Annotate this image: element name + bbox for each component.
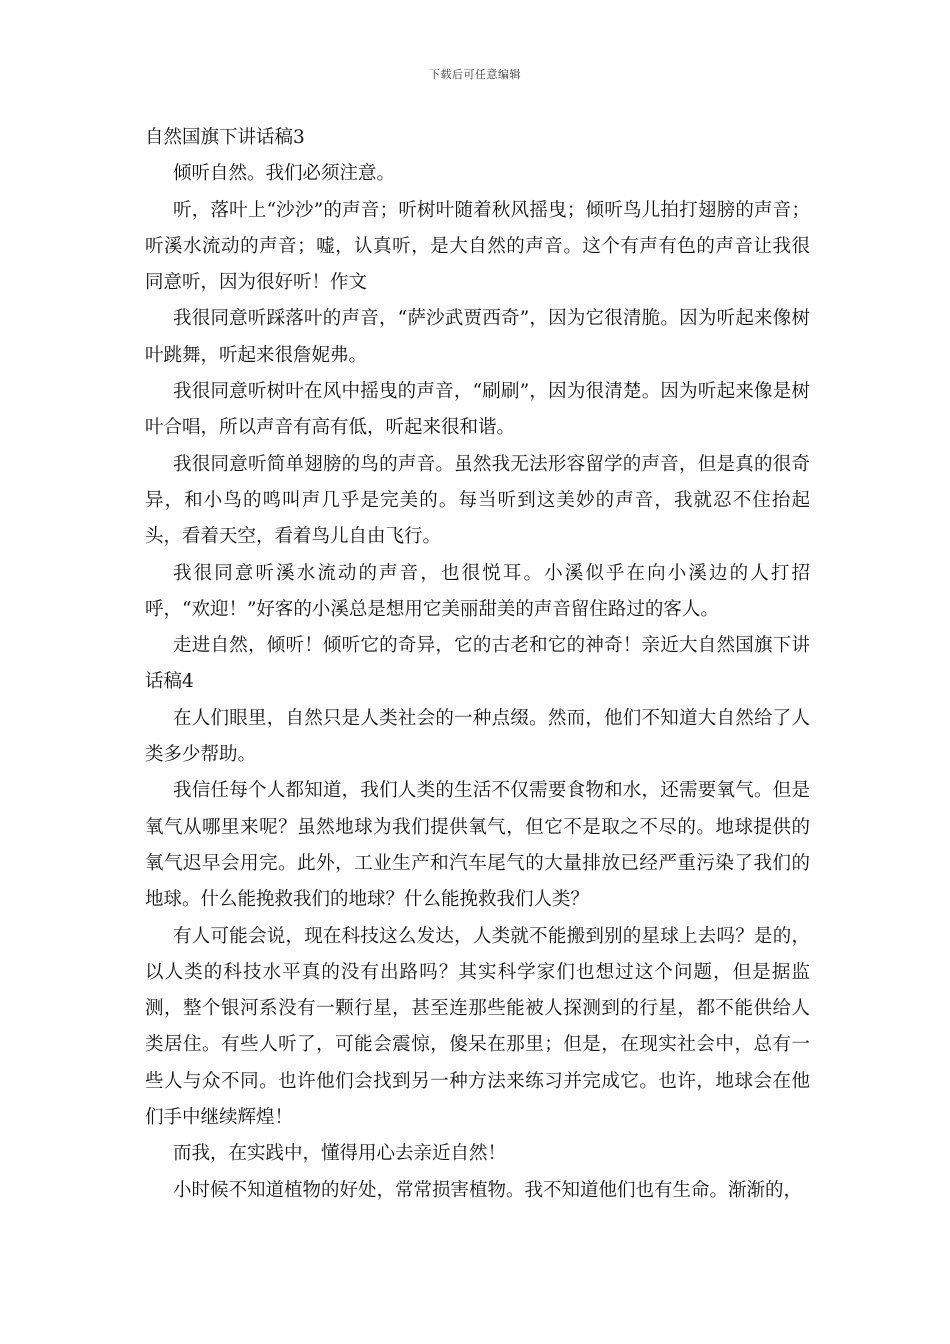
paragraph: 听，落叶上“沙沙”的声音；听树叶随着秋风摇曳；倾听鸟儿拍打翅膀的声音；听溪水流动的声音；嘘，认真听，是大自然的声音。这个有声有色的声音让我很同意听，因为很好听！作文 — [145, 199, 810, 294]
paragraph: 我信任每个人都知道，我们人类的生活不仅需要食物和水，还需要氧气。但是氧气从哪里来呢？虽然地球为我们提供氧气，但它不是取之不尽的。地球提供的氧气迟早会用完。此外，工业生产和汽车尾气的大量排放已经严重污染了我们的地球。什么能挽救我们的地球？什么能挽救我们人类？ — [145, 780, 810, 911]
paragraph: 有人可能会说，现在科技这么发达，人类就不能搬到别的星球上去吗？是的，以人类的科技水平真的没有出路吗？其实科学家们也想过这个问题，但是据监测，整个银河系没有一颗行星，甚至连那些能被人探测到的行星，都不能供给人类居住。有些人听了，可能会震惊，傻呆在那里；但是，在现实社会中，总有一些人与众不同。也许他们会找到另一种方法来练习并完成它。也许，地球会在他们手中继续辉煌！ — [145, 925, 810, 1129]
header-note: 下载后可任意编辑 — [429, 68, 521, 81]
paragraph: 我很同意听树叶在风中摇曳的声音，“刷刷”，因为很清楚。因为听起来像是树叶合唱，所以声音有高有低，听起来很和谐。 — [145, 381, 810, 439]
document-body — [145, 120, 810, 1209]
paragraph: 倾听自然。我们必须注意。 — [173, 163, 396, 185]
paragraph: 小时候不知道植物的好处，常常损害植物。我不知道他们也有生命。渐渐的， — [173, 1179, 803, 1201]
paragraph: 我很同意听溪水流动的声音，也很悦耳。小溪似乎在向小溪边的人打招呼，“欢迎！”好客的小溪总是想用它美丽甜美的声音留住路过的客人。 — [145, 562, 810, 620]
paragraph: 我很同意听踩落叶的声音，“萨沙武贾西奇”，因为它很清脆。因为听起来像树叶跳舞，听起来很詹妮弗。 — [145, 308, 810, 366]
paragraph: 在人们眼里，自然只是人类社会的一种点缀。然而，他们不知道大自然给了人类多少帮助。 — [145, 707, 810, 766]
paragraph: 而我，在实践中，懂得用心去亲近自然！ — [173, 1143, 507, 1165]
paragraph: 走进自然，倾听！倾听它的奇异，它的古老和它的神奇！亲近大自然国旗下讲话稿4 — [145, 635, 810, 693]
paragraph: 我很同意听简单翅膀的鸟的声音。虽然我无法形容留学的声音，但是真的很奇异，和小鸟的鸣叫声几乎是完美的。每当听到这美妙的声音，我就忍不住抬起头，看着天空，看着鸟儿自由飞行。 — [145, 453, 810, 548]
section-title: 自然国旗下讲话稿3 — [145, 127, 305, 148]
